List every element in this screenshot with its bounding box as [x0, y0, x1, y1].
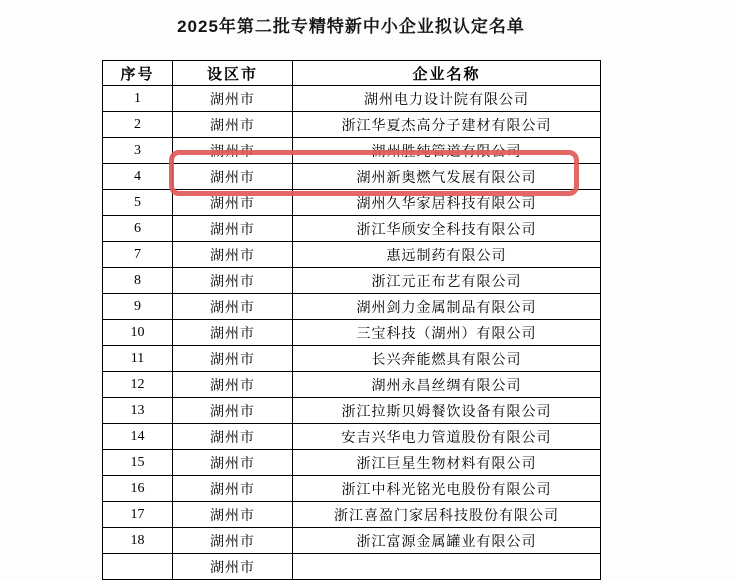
- company-name: 浙江华夏杰高分子建材有限公司: [293, 112, 601, 138]
- company-name: 浙江拉斯贝姆餐饮设备有限公司: [293, 398, 601, 424]
- company-name: [293, 554, 601, 580]
- district-city: 湖州市: [173, 86, 293, 112]
- table-row: [103, 268, 601, 294]
- table-row: [103, 424, 601, 450]
- row-number: 2: [103, 112, 173, 138]
- district-city: 湖州市: [173, 476, 293, 502]
- header-serial-number: 序号: [103, 61, 173, 86]
- row-number: 6: [103, 216, 173, 242]
- company-name: 湖州永昌丝绸有限公司: [293, 372, 601, 398]
- header-district-city: 设区市: [173, 61, 293, 86]
- row-number: 4: [103, 164, 173, 190]
- company-name: 三宝科技（湖州）有限公司: [293, 320, 601, 346]
- company-name: 安吉兴华电力管道股份有限公司: [293, 424, 601, 450]
- table-row: [103, 320, 601, 346]
- company-name: 浙江巨星生物材料有限公司: [293, 450, 601, 476]
- company-name: 浙江华颀安全科技有限公司: [293, 216, 601, 242]
- table-row: [103, 242, 601, 268]
- row-number: 13: [103, 398, 173, 424]
- company-name: 浙江元正布艺有限公司: [293, 268, 601, 294]
- table-body: [103, 86, 601, 580]
- table-row: [103, 86, 601, 112]
- header-company-name: 企业名称: [293, 61, 601, 86]
- company-name: 湖州新奥燃气发展有限公司: [293, 164, 601, 190]
- table-row: [103, 528, 601, 554]
- table-row: [103, 372, 601, 398]
- company-name: 浙江喜盈门家居科技股份有限公司: [293, 502, 601, 528]
- row-number: 1: [103, 86, 173, 112]
- table-header: [103, 61, 601, 86]
- row-number: 5: [103, 190, 173, 216]
- row-number: 9: [103, 294, 173, 320]
- district-city: 湖州市: [173, 242, 293, 268]
- district-city: 湖州市: [173, 502, 293, 528]
- company-name: 长兴奔能燃具有限公司: [293, 346, 601, 372]
- row-number: 15: [103, 450, 173, 476]
- district-city: 湖州市: [173, 112, 293, 138]
- district-city: 湖州市: [173, 268, 293, 294]
- row-number: 3: [103, 138, 173, 164]
- district-city: 湖州市: [173, 216, 293, 242]
- row-number: 16: [103, 476, 173, 502]
- row-number: 18: [103, 528, 173, 554]
- row-number: 14: [103, 424, 173, 450]
- district-city: 湖州市: [173, 164, 293, 190]
- company-name: 浙江富源金属罐业有限公司: [293, 528, 601, 554]
- row-number: 10: [103, 320, 173, 346]
- company-name: 湖州剑力金属制品有限公司: [293, 294, 601, 320]
- row-number: [103, 554, 173, 580]
- table-row: [103, 450, 601, 476]
- district-city: 湖州市: [173, 372, 293, 398]
- company-name: 浙江中科光铭光电股份有限公司: [293, 476, 601, 502]
- company-table: [102, 60, 601, 580]
- district-city: 湖州市: [173, 554, 293, 580]
- table-row: [103, 398, 601, 424]
- header-row: [103, 61, 601, 86]
- table-row: [103, 502, 601, 528]
- district-city: 湖州市: [173, 528, 293, 554]
- row-number: 11: [103, 346, 173, 372]
- district-city: 湖州市: [173, 398, 293, 424]
- company-name: 湖州胜纯管道有限公司: [293, 138, 601, 164]
- district-city: 湖州市: [173, 424, 293, 450]
- page-title: 2025年第二批专精特新中小企业拟认定名单: [177, 17, 525, 36]
- row-number: 8: [103, 268, 173, 294]
- table-row: [103, 554, 601, 580]
- district-city: 湖州市: [173, 190, 293, 216]
- company-name: 湖州久华家居科技有限公司: [293, 190, 601, 216]
- company-name: 惠远制药有限公司: [293, 242, 601, 268]
- district-city: 湖州市: [173, 138, 293, 164]
- table-row: [103, 190, 601, 216]
- table-row: [103, 216, 601, 242]
- table-row: [103, 164, 601, 190]
- table-row: [103, 346, 601, 372]
- row-number: 17: [103, 502, 173, 528]
- district-city: 湖州市: [173, 346, 293, 372]
- company-name: 湖州电力设计院有限公司: [293, 86, 601, 112]
- table-row: [103, 476, 601, 502]
- table-row: [103, 138, 601, 164]
- district-city: 湖州市: [173, 320, 293, 346]
- table-row: [103, 294, 601, 320]
- district-city: 湖州市: [173, 294, 293, 320]
- district-city: 湖州市: [173, 450, 293, 476]
- row-number: 7: [103, 242, 173, 268]
- row-number: 12: [103, 372, 173, 398]
- table-row: [103, 112, 601, 138]
